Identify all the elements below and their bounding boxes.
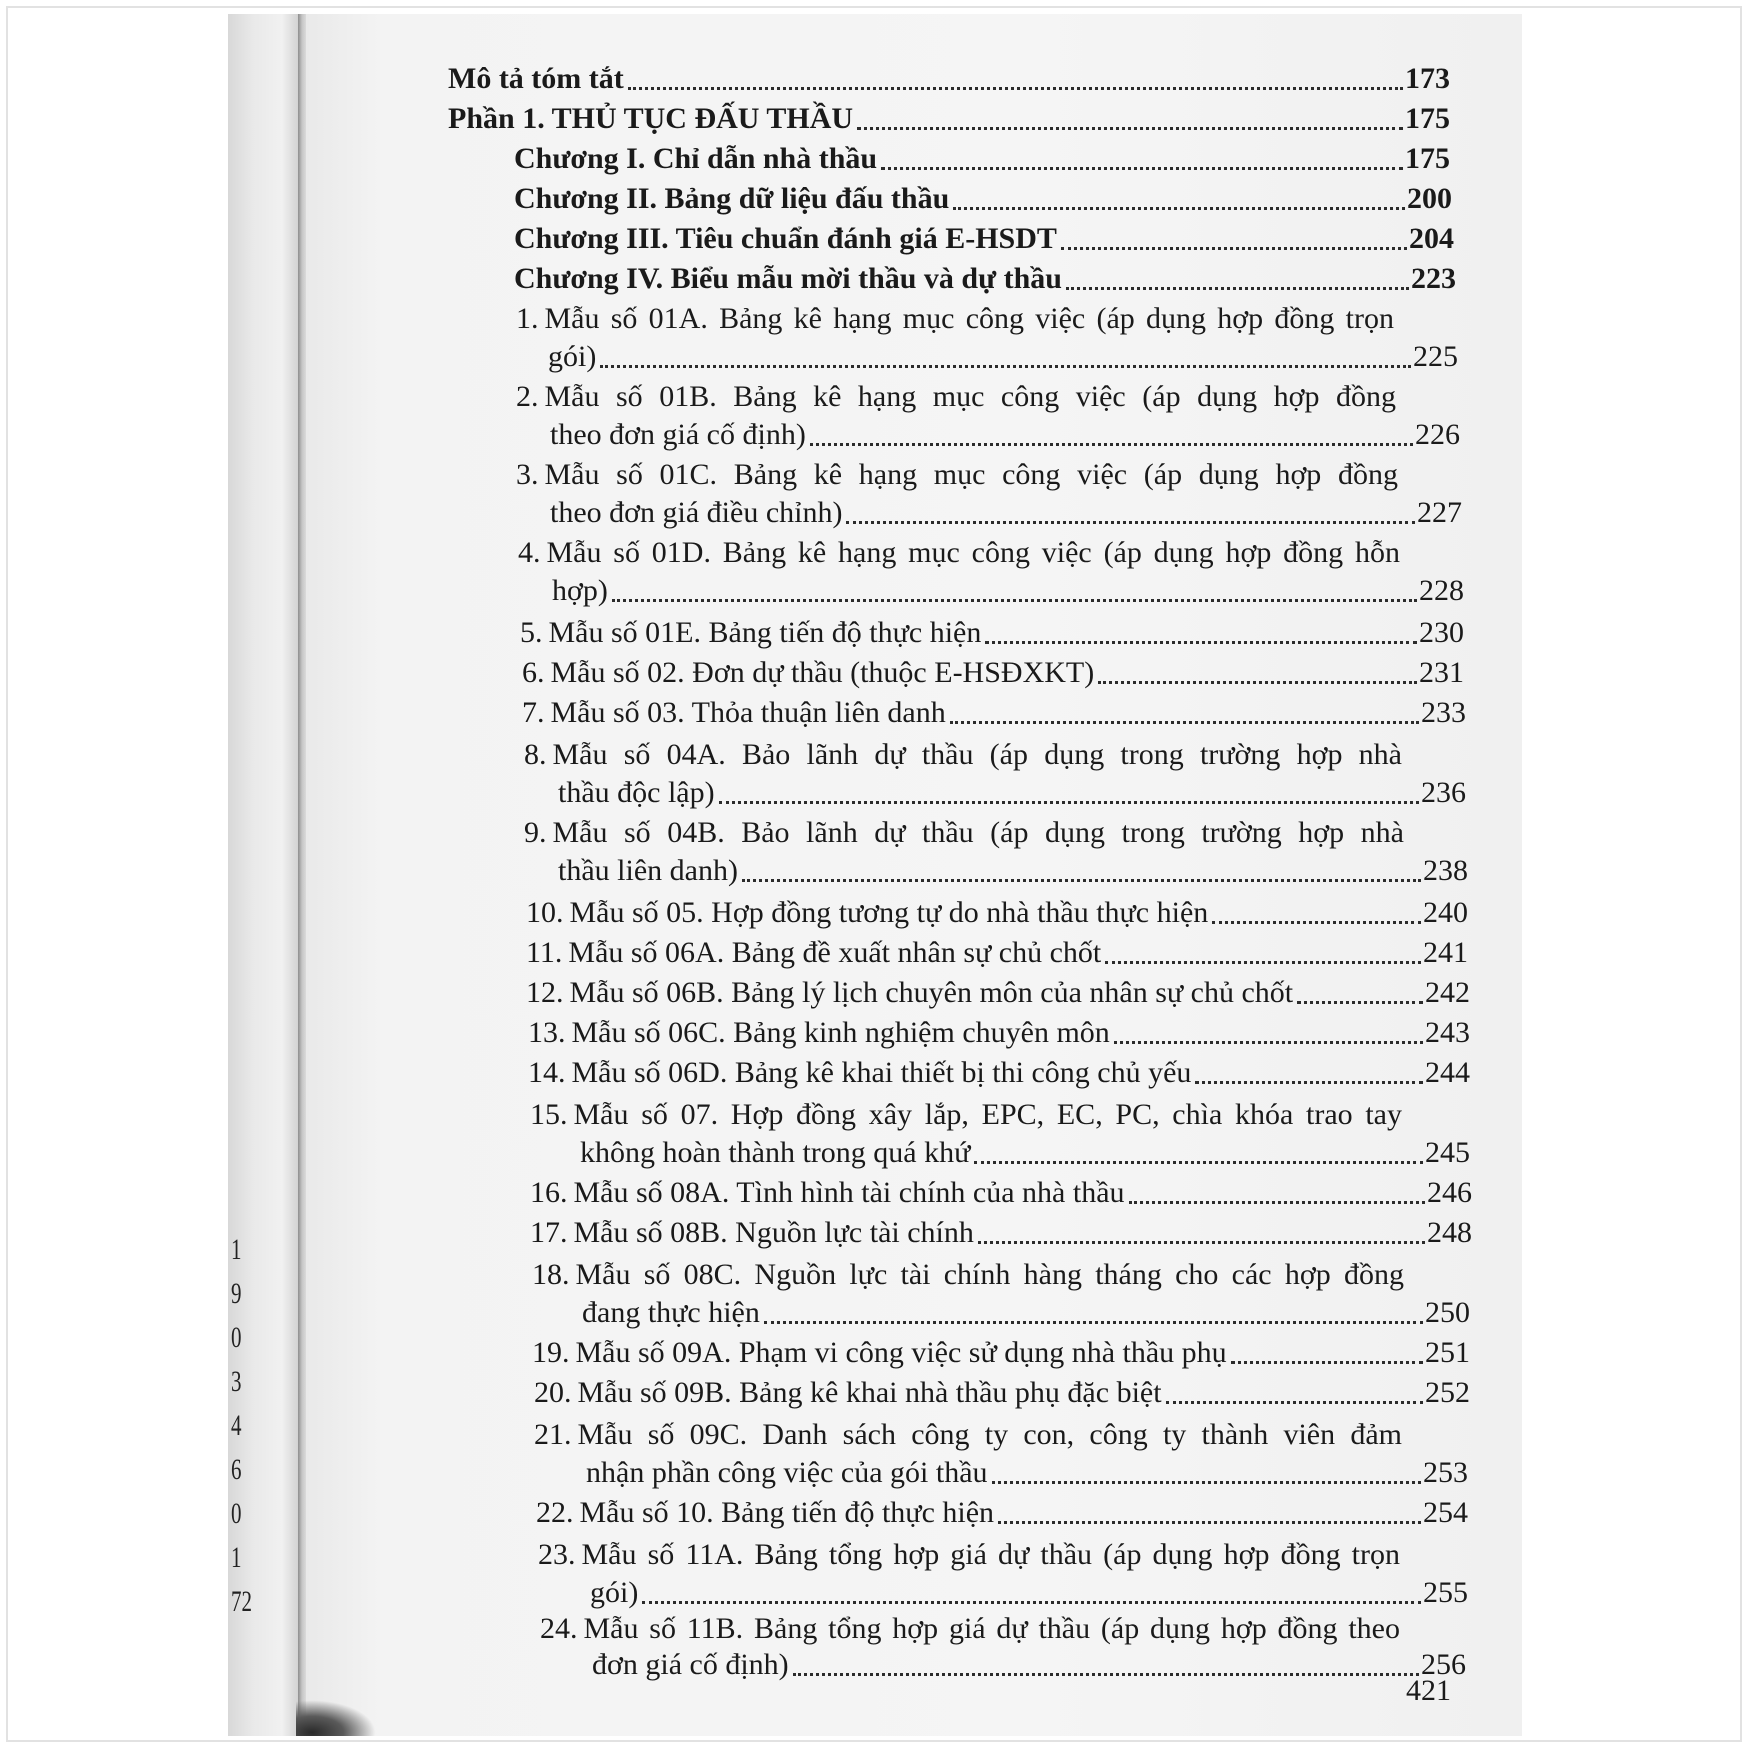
toc-entry-chuong-4 bbox=[514, 260, 1456, 298]
toc-item-18-line2 bbox=[582, 1294, 1470, 1332]
toc-item-8-line2 bbox=[558, 774, 1466, 812]
toc-item-title-continued: theo đơn giá cố định) bbox=[550, 418, 806, 451]
left-page-number: 1 bbox=[231, 1541, 242, 1574]
toc-item-1-line1 bbox=[516, 300, 1394, 338]
toc-item-title-continued: theo đơn giá điều chỉnh) bbox=[550, 496, 843, 529]
toc-item-title: Mẫu số 01E. Bảng tiến độ thực hiện bbox=[548, 616, 982, 649]
dot-leader bbox=[881, 167, 1403, 170]
toc-item-title-continued: đang thực hiện bbox=[582, 1296, 760, 1329]
toc-item-number: 22. bbox=[536, 1496, 574, 1529]
dot-leader bbox=[612, 599, 1417, 602]
toc-entry-chuong-1 bbox=[514, 140, 1450, 178]
dot-leader bbox=[953, 207, 1405, 210]
toc-item-page: 230 bbox=[1419, 616, 1464, 649]
dot-leader bbox=[950, 721, 1419, 724]
toc-item-page: 255 bbox=[1423, 1576, 1468, 1609]
toc-item-page: 253 bbox=[1423, 1456, 1468, 1489]
dot-leader bbox=[1098, 681, 1417, 684]
toc-item-page: 244 bbox=[1425, 1056, 1470, 1089]
toc-item-14 bbox=[528, 1054, 1470, 1092]
toc-item-number: 6. bbox=[522, 656, 545, 689]
toc-item-number: 24. bbox=[540, 1612, 578, 1645]
toc-item-18-line1 bbox=[532, 1256, 1404, 1294]
toc-entry-page: 200 bbox=[1407, 182, 1452, 215]
toc-item-2-line2 bbox=[550, 416, 1460, 454]
toc-item-page: 227 bbox=[1417, 496, 1462, 529]
toc-item-8-line1 bbox=[524, 736, 1402, 774]
toc-item-10 bbox=[526, 894, 1468, 932]
dot-leader bbox=[1195, 1081, 1423, 1084]
dot-leader bbox=[742, 879, 1421, 882]
toc-item-title: Mẫu số 08B. Nguồn lực tài chính bbox=[573, 1216, 974, 1249]
toc-item-15-line1 bbox=[530, 1096, 1402, 1134]
toc-item-number: 15. bbox=[530, 1098, 568, 1131]
toc-item-number: 23. bbox=[538, 1538, 576, 1571]
toc-item-22 bbox=[536, 1494, 1468, 1532]
dot-leader bbox=[1066, 287, 1409, 290]
toc-item-title: Mẫu số 02. Đơn dự thầu (thuộc E-HSĐXKT) bbox=[550, 656, 1095, 689]
dot-leader bbox=[764, 1321, 1423, 1324]
toc-item-16 bbox=[530, 1174, 1472, 1212]
toc-item-11 bbox=[526, 934, 1468, 972]
toc-item-title: Mẫu số 06A. Bảng đề xuất nhân sự chủ chốt bbox=[568, 936, 1102, 969]
toc-item-number: 3. bbox=[516, 458, 539, 491]
toc-item-number: 18. bbox=[532, 1258, 570, 1291]
toc-item-title: Mẫu số 08C. Nguồn lực tài chính hàng tháng cho các hợp đồng bbox=[575, 1258, 1404, 1291]
toc-item-title: Mẫu số 09B. Bảng kê khai nhà thầu phụ đặc biệt bbox=[577, 1376, 1162, 1409]
toc-item-title: Mẫu số 11A. Bảng tổng hợp giá dự thầu (áp dụng hợp đồng trọn bbox=[581, 1538, 1400, 1571]
toc-item-number: 12. bbox=[526, 976, 564, 1009]
toc-entry-title: Chương III. Tiêu chuẩn đánh giá E-HSDT bbox=[514, 222, 1057, 255]
dot-leader bbox=[1105, 961, 1421, 964]
dot-leader bbox=[978, 1241, 1425, 1244]
toc-item-title: Mẫu số 01D. Bảng kê hạng mục công việc (áp dụng hợp đồng hỗn bbox=[546, 536, 1400, 569]
dot-leader bbox=[628, 87, 1403, 90]
dot-leader bbox=[1297, 1001, 1423, 1004]
toc-item-number: 5. bbox=[520, 616, 543, 649]
toc-item-page: 241 bbox=[1423, 936, 1468, 969]
dot-leader bbox=[1212, 921, 1421, 924]
toc-item-23-line1 bbox=[538, 1536, 1400, 1574]
toc-entry-mo-ta bbox=[448, 60, 1450, 98]
toc-entry-page: 175 bbox=[1405, 102, 1450, 135]
toc-item-title: Mẫu số 11B. Bảng tổng hợp giá dự thầu (áp dụng hợp đồng theo bbox=[583, 1612, 1400, 1645]
dot-leader bbox=[642, 1601, 1421, 1604]
toc-item-page: 254 bbox=[1423, 1496, 1468, 1529]
toc-entry-title: Chương IV. Biểu mẫu mời thầu và dự thầu bbox=[514, 262, 1062, 295]
left-page-number: 1 bbox=[231, 1233, 242, 1266]
toc-item-title-continued: gói) bbox=[590, 1576, 639, 1609]
toc-item-number: 11. bbox=[526, 936, 563, 969]
toc-item-page: 238 bbox=[1423, 854, 1468, 887]
toc-item-19 bbox=[532, 1334, 1470, 1372]
toc-item-page: 248 bbox=[1427, 1216, 1472, 1249]
toc-item-page: 250 bbox=[1425, 1296, 1470, 1329]
toc-item-page: 233 bbox=[1421, 696, 1466, 729]
toc-item-title: Mẫu số 06C. Bảng kinh nghiệm chuyên môn bbox=[571, 1016, 1110, 1049]
toc-entry-chuong-2 bbox=[514, 180, 1452, 218]
toc-item-title: Mẫu số 06B. Bảng lý lịch chuyên môn của nhân sự chủ chốt bbox=[569, 976, 1294, 1009]
toc-item-title: Mẫu số 01A. Bảng kê hạng mục công việc (áp dụng hợp đồng trọn bbox=[544, 302, 1394, 335]
dot-leader bbox=[1231, 1361, 1423, 1364]
toc-item-title-continued: gói) bbox=[548, 340, 597, 373]
toc-item-4-line2 bbox=[552, 572, 1464, 610]
toc-item-page: 242 bbox=[1425, 976, 1470, 1009]
dot-leader bbox=[1114, 1041, 1423, 1044]
toc-entry-title: Phần 1. THỦ TỤC ĐẤU THẦU bbox=[448, 102, 854, 135]
toc-item-page: 246 bbox=[1427, 1176, 1472, 1209]
dot-leader bbox=[1061, 247, 1407, 250]
toc-entry-page: 204 bbox=[1409, 222, 1454, 255]
toc-item-5 bbox=[520, 614, 1464, 652]
left-page-number: 9 bbox=[231, 1277, 242, 1310]
toc-item-number: 7. bbox=[522, 696, 545, 729]
toc-item-title: Mẫu số 01B. Bảng kê hạng mục công việc (áp dụng hợp đồng bbox=[544, 380, 1396, 413]
dot-leader bbox=[846, 521, 1415, 524]
toc-item-page: 245 bbox=[1425, 1136, 1470, 1169]
toc-item-7 bbox=[522, 694, 1466, 732]
page-number: 421 bbox=[1406, 1674, 1451, 1707]
toc-item-page: 226 bbox=[1415, 418, 1460, 451]
toc-item-number: 4. bbox=[518, 536, 541, 569]
dot-leader bbox=[985, 641, 1417, 644]
toc-item-title-continued: thầu độc lập) bbox=[558, 776, 715, 809]
toc-item-23-line2 bbox=[590, 1574, 1468, 1612]
toc-entry-title: Chương II. Bảng dữ liệu đấu thầu bbox=[514, 182, 950, 215]
toc-item-number: 16. bbox=[530, 1176, 568, 1209]
toc-item-15-line2 bbox=[580, 1134, 1470, 1172]
toc-item-number: 8. bbox=[524, 738, 547, 771]
toc-entry-title: Mô tả tóm tắt bbox=[448, 62, 624, 95]
dot-leader bbox=[719, 801, 1419, 804]
dot-leader bbox=[793, 1673, 1419, 1676]
toc-entry-title: Chương I. Chỉ dẫn nhà thầu bbox=[514, 142, 878, 175]
dot-leader bbox=[1166, 1401, 1423, 1404]
toc-item-20 bbox=[534, 1374, 1470, 1412]
toc-item-number: 1. bbox=[516, 302, 539, 335]
toc-item-number: 21. bbox=[534, 1418, 572, 1451]
toc-item-1-line2 bbox=[548, 338, 1458, 376]
toc-item-title: Mẫu số 07. Hợp đồng xây lắp, EPC, EC, PC, chìa khóa trao tay bbox=[573, 1098, 1402, 1131]
toc-entry-page: 175 bbox=[1405, 142, 1450, 175]
toc-item-number: 10. bbox=[526, 896, 564, 929]
toc-item-number: 13. bbox=[528, 1016, 566, 1049]
toc-item-page: 236 bbox=[1421, 776, 1466, 809]
dot-leader bbox=[857, 127, 1403, 130]
toc-item-title: Mẫu số 08A. Tình hình tài chính của nhà thầu bbox=[573, 1176, 1125, 1209]
toc-item-21-line2 bbox=[586, 1454, 1468, 1492]
toc-item-3-line1 bbox=[516, 456, 1398, 494]
toc-item-title-continued: không hoàn thành trong quá khứ bbox=[580, 1136, 971, 1169]
toc-entry-chuong-3 bbox=[514, 220, 1454, 258]
left-page-number: 6 bbox=[231, 1453, 242, 1486]
toc-item-number: 20. bbox=[534, 1376, 572, 1409]
toc-item-13 bbox=[528, 1014, 1470, 1052]
dot-leader bbox=[998, 1521, 1421, 1524]
toc-item-title: Mẫu số 05. Hợp đồng tương tự do nhà thầu thực hiện bbox=[569, 896, 1209, 929]
toc-item-page: 240 bbox=[1423, 896, 1468, 929]
toc-item-12 bbox=[526, 974, 1470, 1012]
toc-item-title: Mẫu số 09C. Danh sách công ty con, công ty thành viên đảm bbox=[577, 1418, 1402, 1451]
dot-leader bbox=[600, 365, 1411, 368]
toc-item-9-line2 bbox=[558, 852, 1468, 890]
toc-item-page: 256 bbox=[1421, 1648, 1466, 1681]
toc-item-number: 14. bbox=[528, 1056, 566, 1089]
left-page-number: 4 bbox=[231, 1409, 242, 1442]
toc-item-title-continued: đơn giá cố định) bbox=[592, 1648, 789, 1681]
toc-item-21-line1 bbox=[534, 1416, 1402, 1454]
toc-item-24-line2 bbox=[592, 1646, 1466, 1684]
left-page-number: 0 bbox=[231, 1497, 242, 1530]
dot-leader bbox=[810, 443, 1413, 446]
toc-item-title: Mẫu số 03. Thỏa thuận liên danh bbox=[550, 696, 946, 729]
left-page-number: 0 bbox=[231, 1321, 242, 1354]
dot-leader bbox=[974, 1161, 1423, 1164]
toc-item-page: 252 bbox=[1425, 1376, 1470, 1409]
toc-item-3-line2 bbox=[550, 494, 1462, 532]
toc-item-24-line1 bbox=[540, 1610, 1400, 1648]
toc-item-page: 251 bbox=[1425, 1336, 1470, 1369]
toc-item-title: Mẫu số 10. Bảng tiến độ thực hiện bbox=[579, 1496, 995, 1529]
toc-item-9-line1 bbox=[524, 814, 1404, 852]
toc-item-title-continued: hợp) bbox=[552, 574, 608, 607]
toc-item-number: 9. bbox=[524, 816, 547, 849]
toc-item-6 bbox=[522, 654, 1464, 692]
toc-item-17 bbox=[530, 1214, 1472, 1252]
toc-item-title: Mẫu số 04B. Bảo lãnh dự thầu (áp dụng trong trường hợp nhà bbox=[552, 816, 1404, 849]
toc-item-2-line1 bbox=[516, 378, 1396, 416]
toc-item-page: 243 bbox=[1425, 1016, 1470, 1049]
toc-item-page: 231 bbox=[1419, 656, 1464, 689]
toc-item-page: 225 bbox=[1413, 340, 1458, 373]
toc-item-4-line1 bbox=[518, 534, 1400, 572]
toc-entry-phan-1 bbox=[448, 100, 1450, 138]
toc-item-title: Mẫu số 04A. Bảo lãnh dự thầu (áp dụng trong trường hợp nhà bbox=[552, 738, 1402, 771]
toc-item-page: 228 bbox=[1419, 574, 1464, 607]
toc-entry-page: 173 bbox=[1405, 62, 1450, 95]
left-page-number: 3 bbox=[231, 1365, 242, 1398]
dot-leader bbox=[992, 1481, 1421, 1484]
toc-item-title-continued: thầu liên danh) bbox=[558, 854, 738, 887]
toc-item-title-continued: nhận phần công việc của gói thầu bbox=[586, 1456, 988, 1489]
toc-item-number: 19. bbox=[532, 1336, 570, 1369]
toc-item-number: 17. bbox=[530, 1216, 568, 1249]
toc-item-title: Mẫu số 01C. Bảng kê hạng mục công việc (áp dụng hợp đồng bbox=[544, 458, 1398, 491]
toc-entry-page: 223 bbox=[1411, 262, 1456, 295]
toc-item-title: Mẫu số 09A. Phạm vi công việc sử dụng nhà thầu phụ bbox=[575, 1336, 1227, 1369]
toc-item-title: Mẫu số 06D. Bảng kê khai thiết bị thi công chủ yếu bbox=[571, 1056, 1192, 1089]
left-page-number: 72 bbox=[231, 1585, 252, 1618]
dot-leader bbox=[1129, 1201, 1425, 1204]
toc-item-number: 2. bbox=[516, 380, 539, 413]
